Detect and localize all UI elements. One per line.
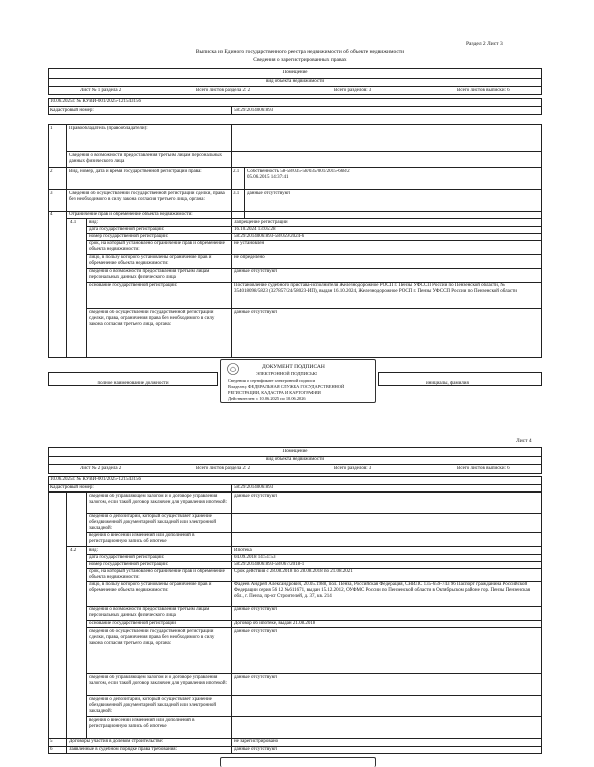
emblem-icon [226,362,240,376]
enc1-number-label: номер государственной регистрации: [89,234,169,239]
name-caption: инициалы, фамилия [426,381,469,386]
top-manager-label: сведения об управляющем залогом и о договоре управления залогом, если такой договор заключен для управления ипотекой: [89,494,227,505]
enc2-deal-value: данные отсутствуют [234,629,278,634]
sub-4-2: 4.2 [70,548,77,553]
personal-data-label: Сведения о возможности предоставления третьим лицам персональных данных физического лица [69,153,223,164]
stamp-line-2: ЭЛЕКТРОННОЙ ПОДПИСЬЮ [256,371,318,376]
enc2-basis-label: основание государственной регистрации [89,621,176,626]
sheets-in-section: Всего листов раздела 2: 2 [196,88,251,93]
object-type: Помещение [282,449,308,454]
stamp-line-4: Владелец: ФЕДЕРАЛЬНАЯ СЛУЖБА ГОСУДАРСТВЕННОЙ [228,384,345,389]
enc2-manager-label: сведения об управляющем залогом и о договоре управления залогом, если такой договор заключен для управления ипотекой: [89,675,227,686]
enc1-date-label: дата государственной регистрации: [89,227,165,232]
cadastral-number: 58:29:2014006:893 [234,485,274,490]
shared-construction-label: Договоры участия в долевом строительстве: [69,739,164,744]
right-type-value: Собственность 58-58/035-58/035/001/2015-668/2 05.06.2015 14:37:41 [247,169,350,180]
document-title: Выписка из Единого государственного реестра недвижимости об объекте недвижимости [195,49,405,55]
enc2-type-value: Ипотека [234,548,252,553]
enc2-date-label: дата государственной регистрации: [89,555,165,560]
enc1-basis-value: Постановление судебного пристава-исполнителя Железнодорожное РОСП г. Пензы УФССП России по Пензенской области, № 354018098/5823 (327857/24/58023-ИП), выдан 16.10.2024, Железнодорожное РОСП г. Пензы УФССП России по Пензенской области [234,283,517,294]
total-sheets: Всего листов выписки: 6 [457,88,510,93]
sheet-number: Лист № 1 раздела 2 [80,88,122,93]
page-number: Лист 4 [516,438,532,444]
enc2-manager-value: данные отсутствуют [234,675,278,680]
enc1-beneficiary-label: лицо, в пользу которого установлены ограничение прав и обременение объекта недвижимости: [89,255,212,266]
enc2-beneficiary-label: лицо, в пользу которого установлены ограничение прав и обременение объекта недвижимости: [89,582,212,593]
document-subtitle: Сведения о зарегистрированных правах [253,57,347,63]
object-type-caption: вид объекта недвижимости [265,457,325,462]
e-signature-stamp-partial [220,757,376,767]
stamp-line-1: ДОКУМЕНТ ПОДПИСАН [262,364,325,370]
enc1-beneficiary-value: не определено [234,255,265,260]
enc2-depositary-label: сведения о депозитарии, который осуществляет хранение обездвиженной документарной закладной или электронной закладной: [89,697,217,714]
enc1-type-value: Запрещение регистрации [234,220,288,225]
row-num-2: 2 [50,169,53,174]
encumbrance-label: Ограничение прав и обременение объекта недвижимости: [69,212,193,217]
stamp-line-5: РЕГИСТРАЦИИ, КАДАСТРА И КАРТОГРАФИИ [228,390,321,395]
enc1-type-label: вид: [89,220,98,225]
sub-4-1: 4.1 [70,220,77,225]
enc2-term-value: Срок действия с 28.08.2018 по 28.08.2018 по 21.08.2021 [234,569,353,574]
row-num-5: 5 [50,739,53,744]
right-type-label: Вид, номер, дата и время государственной регистрации права: [69,169,202,174]
court-claims-value: данные отсутствуют [234,747,278,752]
deal-registration-value: данные отсутствуют [247,191,291,196]
object-type-caption: вид объекта недвижимости [265,79,325,84]
cadastral-label: Кадастровый номер: [50,108,94,113]
sub-2-1: 2.1 [233,169,240,174]
extract-date-number: 10.06.2025г. № КУВИ-001/2025-121543156 [50,477,141,482]
total-sections: Всего разделов: 3 [334,88,372,93]
position-caption: полное наименование должности [97,381,169,386]
enc1-basis-label: основание государственной регистрации: [89,283,178,288]
enc2-personal-data-label: сведения о возможности предоставления третьим лицам персональных данных физического лица [89,607,210,618]
enc2-basis-value: Договор об ипотеке, выдан 21.08.2018 [234,621,316,626]
court-claims-label: Заявленные в судебном порядке права требования: [69,747,177,752]
enc1-deal-value: данные отсутствуют [234,310,278,315]
enc1-term-value: не установлен [234,241,265,246]
sub-3-1: 3.1 [233,191,240,196]
shared-construction-value: не зарегистрировано [234,739,279,744]
enc1-term-label: срок, на который установлено ограничение прав и обременение объекта недвижимости: [89,241,225,252]
cadastral-number: 58:29:2014006:893 [234,108,274,113]
enc1-personal-data-value: данные отсутствуют [234,269,278,274]
extract-date-number: 10.06.2025г. № КУВИ-001/2025-121543156 [50,99,141,104]
total-sections: Всего разделов: 3 [334,466,372,471]
top-manager-value: данные отсутствуют [234,494,278,499]
enc2-changes-label: ведения о внесении изменений или дополнений в регистрационную запись об ипотеке [89,718,195,729]
enc1-deal-label: сведения об осуществлении государственной регистрации сделки, права, ограничения права без необходимого в силу закона согласия третьего лица, органа: [89,310,215,327]
enc1-number-value: 58:29:2014006:893-58/059/2024-6 [234,234,305,239]
enc2-term-label: срок, на который установлено ограничение прав и обременение объекта недвижимости: [89,569,225,580]
cadastral-label: Кадастровый номер: [50,485,94,490]
sheet-number: Лист № 2 раздела 2 [80,466,122,471]
row-num-3: 3 [50,191,53,196]
enc2-deal-label: сведения об осуществлении государственной регистрации сделки, права, ограничения права без необходимого в силу закона согласия третьего лица, органа: [89,629,215,646]
stamp-line-3: Сведения о сертификате электронной подписи [228,378,315,383]
row-num-1: 1 [50,126,53,131]
enc2-type-label: вид: [89,548,98,553]
sheets-in-section: Всего листов раздела 2: 2 [196,466,251,471]
holder-label: Правообладатель (правообладатели): [69,126,148,131]
row-num-6: 6 [50,747,53,752]
top-changes-label: ведения о внесении изменений или дополнений в регистрационную запись об ипотеке [89,533,195,544]
top-depositary-label: сведения о депозитарии, который осуществляет хранение обездвиженной документарной закладной или электронной закладной: [89,514,217,531]
enc2-number-value: 58:29:2014006:893-58/067/2018-1 [234,562,305,567]
enc2-number-label: номер государственной регистрации: [89,562,169,567]
enc1-personal-data-label: сведения о возможности предоставления третьим лицам персональных данных физического лица [89,269,210,280]
page-number: Раздел 2 Лист 3 [466,41,503,47]
enc2-beneficiary-value: Фадеев Андрей Александрович, 20.05.1988, пол. Пенза, Российская Федерация, СНИЛС 135-659-743 96 Паспорт гражданина Российской Федерации серия 56 12 №611671, выдан 15.12.2012, ОУФМС России по Пензенской области в Октябрьском районе гор. Пензы Пензенская обл., г. Пенза, пр-кт Строителей, д. 37, кв. 214 [234,582,531,599]
deal-registration-label: Сведения об осуществлении государственной регистрации сделки, права без необходимого в силу закона согласия третьего лица, органа: [69,191,225,202]
object-type: Помещение [282,70,308,75]
total-sheets: Всего листов выписки: 6 [457,466,510,471]
stamp-line-6: Действителен: с 10.06.2025 по 10.06.2026 [228,396,306,401]
enc1-date-value: 16.10.2024 13:05:28 [234,227,276,232]
enc2-personal-data-value: данные отсутствуют [234,607,278,612]
row-num-4: 4 [50,212,53,217]
enc2-date-value: 04.09.2018 14:51:53 [234,555,276,560]
